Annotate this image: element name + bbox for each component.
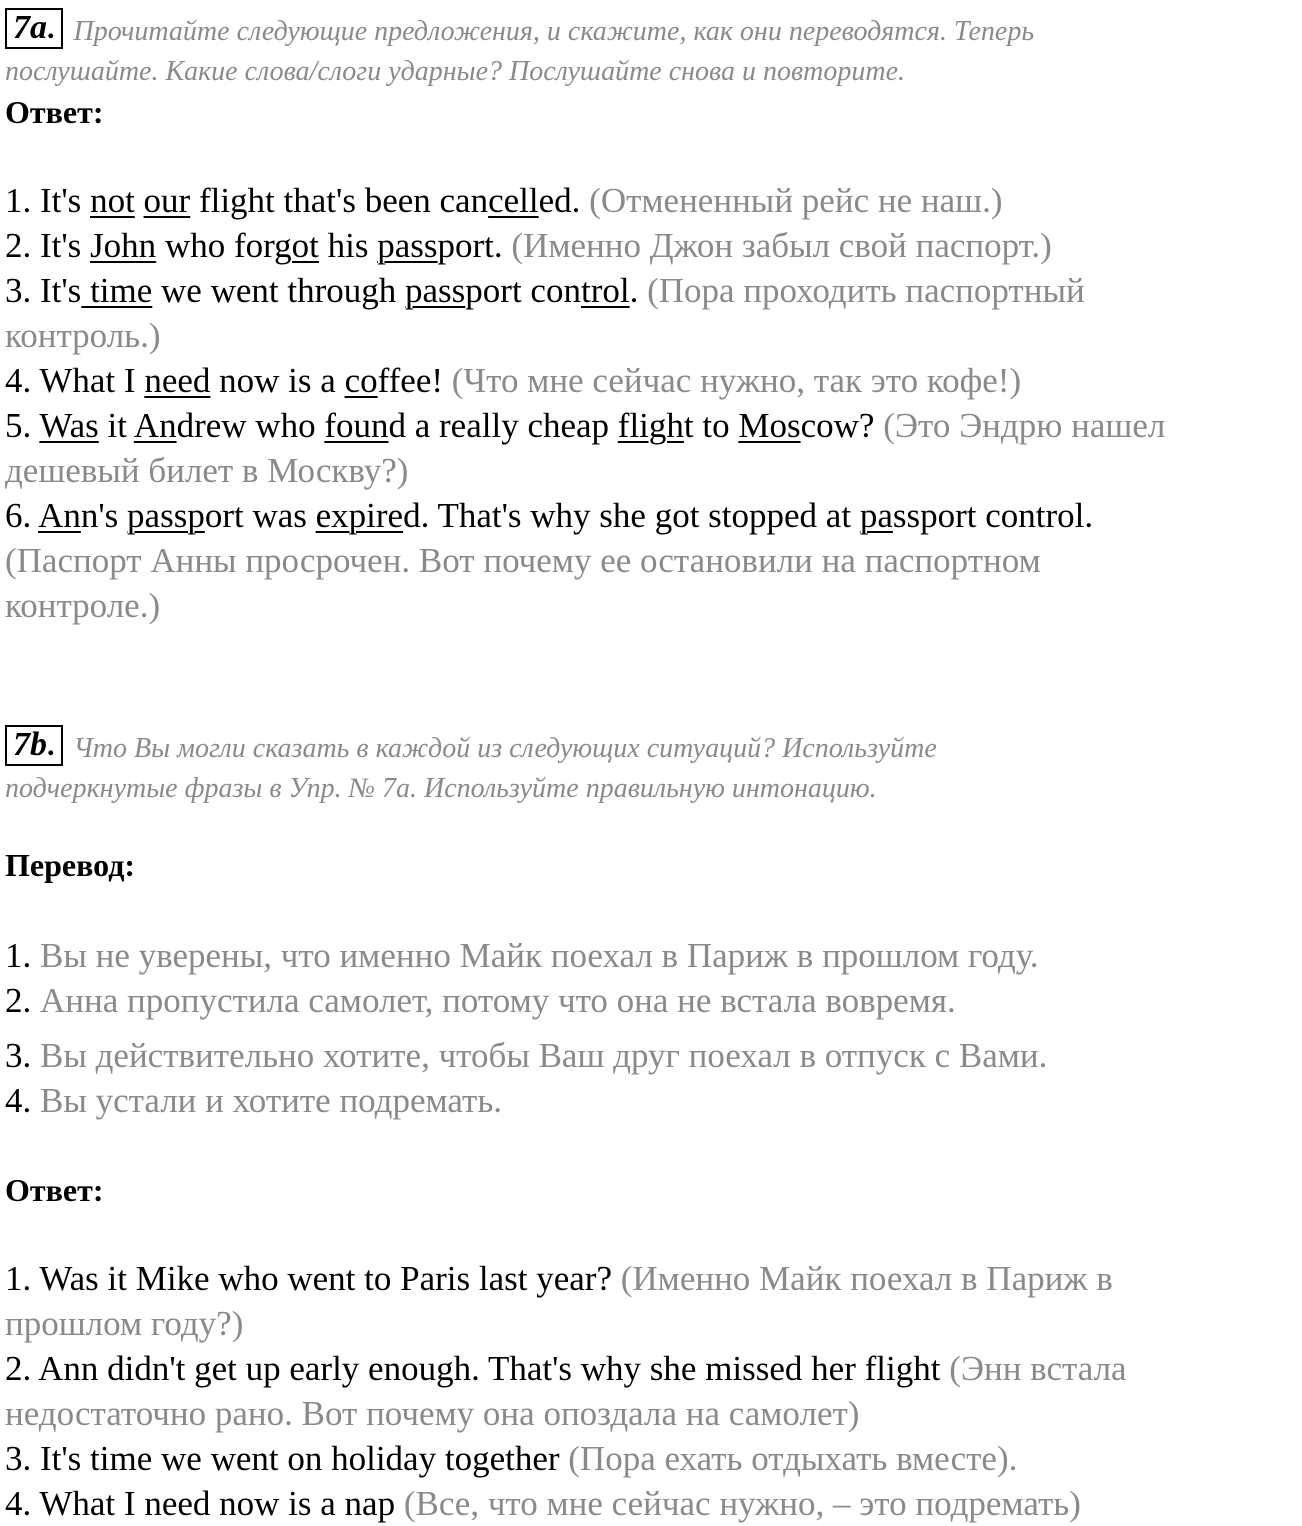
stressed-syllable: cell xyxy=(488,181,539,220)
item-translation: (Пора проходить паспортный xyxy=(647,271,1085,310)
situation-text: Вы не уверены, что именно Майк поехал в Париж в прошлом году. xyxy=(40,936,1039,975)
exercise-7a-badge-label: 7a xyxy=(13,9,47,46)
stressed-syllable: An xyxy=(38,496,81,535)
exercise-7b-situations xyxy=(5,933,1300,1123)
item-text: ssport control. xyxy=(892,496,1094,535)
situation-number: 3. xyxy=(5,1036,40,1075)
item-translation: (Отмененный рейс не наш.) xyxy=(589,181,1003,220)
exercise-7b-instruction-text-1: Что Вы могли сказать в каждой из следующих ситуаций? Используйте xyxy=(73,733,937,764)
stressed-syllable: fligh xyxy=(617,406,684,445)
item-prefix: 6. xyxy=(5,496,39,535)
answer-7b-item-2-translation-cont: недостаточно рано. Вот почему она опоздала на самолет) xyxy=(5,1394,860,1433)
item-translation: (Что мне сейчас нужно, так это кофе!) xyxy=(451,361,1022,400)
answer-7a-item-6-translation-cont: контроле.) xyxy=(5,586,161,625)
item-text: flight that's been can xyxy=(190,181,489,220)
exercise-7b-answers xyxy=(5,1256,1300,1526)
exercise-7a-instruction-text-1: Прочитайте следующие предложения, и скажите, как они переводятся. Теперь xyxy=(73,16,1035,47)
item-text: port con xyxy=(465,271,581,310)
stressed-syllable: John xyxy=(90,226,157,265)
exercise-7a-answer-heading: Ответ: xyxy=(5,94,104,130)
exercise-7b-badge-dot: . xyxy=(47,729,55,762)
item-text: n's xyxy=(80,496,128,535)
situation-text: Анна пропустила самолет, потому что она не встала вовремя. xyxy=(40,981,956,1020)
situation-number: 1. xyxy=(5,936,40,975)
answer-translation: (Все, что мне сейчас нужно, – это подремать) xyxy=(403,1484,1081,1523)
answer-7a-item-1 xyxy=(5,178,1300,223)
exercise-7b-instruction-line-1 xyxy=(5,725,1300,769)
answer-translation: (Пора ехать отдыхать вместе). xyxy=(568,1439,1018,1478)
answer-7a-item-6 xyxy=(5,493,1300,538)
answer-english: 4. What I need now is a nap xyxy=(5,1484,404,1523)
item-text: we went through xyxy=(152,271,406,310)
situation-2 xyxy=(5,978,1300,1023)
exercise-7b-translation-heading: Перевод: xyxy=(5,847,136,883)
item-text: ort was xyxy=(204,496,316,535)
stressed-syllable: An xyxy=(133,406,177,445)
exercise-7a-answers xyxy=(5,178,1300,628)
answer-7a-item-3 xyxy=(5,268,1300,313)
item-text: it xyxy=(98,406,134,445)
answer-7b-item-4 xyxy=(5,1481,1300,1526)
situation-number: 4. xyxy=(5,1081,40,1120)
item-translation: (Именно Джон забыл свой паспорт.) xyxy=(511,226,1052,265)
item-text: d a really cheap xyxy=(388,406,618,445)
answer-7a-item-5 xyxy=(5,403,1300,448)
stressed-syllable: pass xyxy=(377,226,438,265)
item-prefix: 2. It's xyxy=(5,226,91,265)
stressed-syllable: foun xyxy=(324,406,389,445)
item-text xyxy=(135,181,144,220)
stressed-syllable: co xyxy=(344,361,378,400)
answer-translation: (Именно Майк поехал в Париж в xyxy=(620,1259,1113,1298)
answer-english: 3. It's time we went on holiday together xyxy=(5,1439,569,1478)
answer-7a-item-4 xyxy=(5,358,1300,403)
exercise-7b-badge-label: 7b xyxy=(13,726,47,763)
situation-number: 2. xyxy=(5,981,40,1020)
stressed-syllable: Was xyxy=(39,406,99,445)
stressed-syllable: need xyxy=(144,361,211,400)
answer-7a-item-2 xyxy=(5,223,1300,268)
item-text: who for xyxy=(156,226,275,265)
stressed-syllable: not xyxy=(90,181,135,220)
answer-english: 2. Ann didn't get up early enough. That's why she missed her flight xyxy=(5,1349,950,1388)
situation-4 xyxy=(5,1078,1300,1123)
stressed-syllable: expire xyxy=(315,496,404,535)
answer-7a-item-3-translation-cont: контроль.) xyxy=(5,316,161,355)
stressed-syllable: pa xyxy=(859,496,893,535)
situation-3 xyxy=(5,1033,1300,1078)
exercise-7a-badge-dot: . xyxy=(47,12,55,45)
item-prefix: 5. xyxy=(5,406,40,445)
situation-text: Вы устали и хотите подремать. xyxy=(40,1081,503,1120)
item-text: ffee! xyxy=(377,361,452,400)
item-text: . xyxy=(629,271,648,310)
exercise-7a-badge xyxy=(5,8,63,49)
item-text: now is a xyxy=(210,361,345,400)
exercise-7b-instruction-line-2: подчеркнутые фразы в Упр. № 7а. Используйте правильную интонацию. xyxy=(5,773,877,804)
exercise-7a-instruction-line-2: послушайте. Какие слова/слоги ударные? Послушайте снова и повторите. xyxy=(5,56,906,87)
answer-english: 1. Was it Mike who went to Paris last year? xyxy=(5,1259,621,1298)
stressed-syllable: Mos xyxy=(738,406,801,445)
answer-7a-item-5-translation-cont: дешевый билет в Москву?) xyxy=(5,451,409,490)
stressed-syllable: passp xyxy=(127,496,205,535)
item-prefix: 1. It's xyxy=(5,181,91,220)
stressed-syllable: our xyxy=(143,181,191,220)
item-text: t to xyxy=(683,406,739,445)
exercise-7b-badge xyxy=(5,725,63,766)
answer-7b-item-2 xyxy=(5,1346,1300,1391)
item-text: d. That's why she got stopped at xyxy=(403,496,860,535)
answer-7b-item-1 xyxy=(5,1256,1300,1301)
item-text: his xyxy=(318,226,378,265)
situation-text: Вы действительно хотите, чтобы Ваш друг поехал в отпуск с Вами. xyxy=(40,1036,1048,1075)
answer-translation: (Энн встала xyxy=(949,1349,1127,1388)
answer-7b-item-3 xyxy=(5,1436,1300,1481)
stressed-syllable: trol xyxy=(580,271,630,310)
situation-1 xyxy=(5,933,1300,978)
exercise-7b-header xyxy=(5,725,1300,809)
answer-7a-item-6-translation: (Паспорт Анны просрочен. Вот почему ее остановили на паспортном xyxy=(5,541,1041,580)
stressed-syllable: pass xyxy=(405,271,466,310)
stressed-syllable: got xyxy=(274,226,319,265)
answer-7b-item-1-translation-cont: прошлом году?) xyxy=(5,1304,244,1343)
exercise-7a-instruction-line-1 xyxy=(5,8,1300,52)
item-translation: (Это Эндрю нашел xyxy=(883,406,1166,445)
stressed-syllable: time xyxy=(81,271,153,310)
item-prefix: 3. It's xyxy=(5,271,82,310)
item-text: ed. xyxy=(538,181,590,220)
exercise-7a-header xyxy=(5,8,1300,92)
item-text: drew who xyxy=(176,406,325,445)
item-text: port. xyxy=(437,226,512,265)
exercise-7b-answer-heading: Ответ: xyxy=(5,1172,104,1208)
item-prefix: 4. What I xyxy=(5,361,145,400)
item-text: cow? xyxy=(800,406,884,445)
